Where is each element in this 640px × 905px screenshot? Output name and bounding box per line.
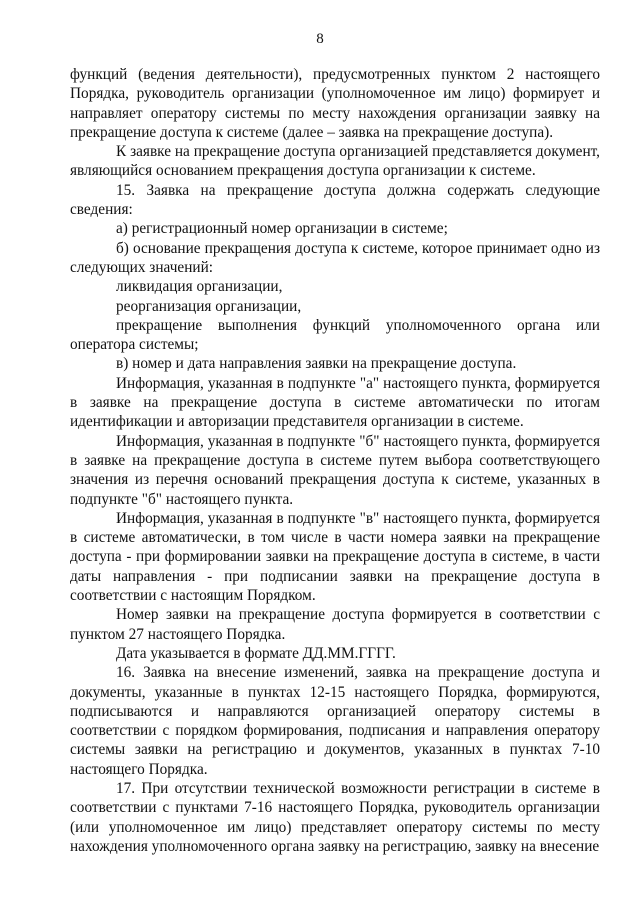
paragraph-info-a: Информация, указанная в подпункте "а" настоящего пункта, формируется в заявке на прекращение доступа в системе автоматически по итогам идентификации и авторизации представителя организации в системе. — [70, 374, 600, 431]
paragraph-document-basis: К заявке на прекращение доступа организацией представляется документ, являющийся основанием прекращения доступа организации к системе. — [70, 143, 600, 180]
value-liquidation: ликвидация организации, — [116, 278, 283, 296]
subitem-a: а) регистрационный номер организации в системе; — [116, 220, 448, 238]
document-body — [70, 65, 600, 856]
paragraph-date-format: Дата указывается в формате ДД.ММ.ГГГГ. — [116, 644, 396, 662]
paragraph-item-15: 15. Заявка на прекращение доступа должна содержать следующие сведения: — [70, 181, 600, 219]
value-termination: прекращение выполнения функций уполномоченного органа или оператора системы; — [70, 316, 600, 354]
paragraph-info-b: Информация, указанная в подпункте "б" настоящего пункта, формируется в заявке на прекращение доступа в системе путем выбора соответствующего значения из перечня оснований прекращения доступа к системе, указанных в подпункте "б" настоящего пункта. — [70, 432, 600, 508]
subitem-v: в) номер и дата направления заявки на прекращение доступа. — [116, 355, 517, 373]
paragraph-continuation: функций (ведения деятельности), предусмотренных пунктом 2 настоящего Порядка, руководитель организации (уполномоченное им лицо) формирует и направляет оператору системы по месту нахождения организации заявку на прекращение доступа к системе (далее – заявка на прекращение доступа). — [70, 66, 600, 141]
paragraph-item-17: 17. При отсутствии технической возможности регистрации в системе в соответствии с пунктами 7-16 настоящего Порядка, руководитель организации (или уполномоченное им лицо) представляет оператору системы по месту нахождения уполномоченного органа заявку на регистрацию, заявку на внесение — [70, 779, 600, 855]
paragraph-number-format: Номер заявки на прекращение доступа формируется в соответствии с пунктом 27 настоящего Порядка. — [70, 606, 600, 643]
value-reorganization: реорганизация организации, — [116, 297, 302, 315]
page-number: 8 — [316, 31, 324, 47]
subitem-b: б) основание прекращения доступа к системе, которое принимает одно из следующих значений: — [70, 239, 600, 276]
paragraph-item-16: 16. Заявка на внесение изменений, заявка на прекращение доступа и документы, указанные в пунктах 12-15 настоящего Порядка, формируются, подписываются и направляются организацией оператору системы в соответствии с порядком формирования, подписания и направления оператору системы заявки на регистрацию и документов, указанных в пунктах 7-10 настоящего Порядка. — [70, 664, 600, 778]
paragraph-info-v: Информация, указанная в подпункте "в" настоящего пункта, формируется в системе автоматически, в том числе в части номера заявки на прекращение доступа - при формировании заявки на прекращение доступа в системе, в части даты направления - при подписании заявки на прекращение доступа в соответствии с настоящим Порядком. — [70, 509, 600, 605]
